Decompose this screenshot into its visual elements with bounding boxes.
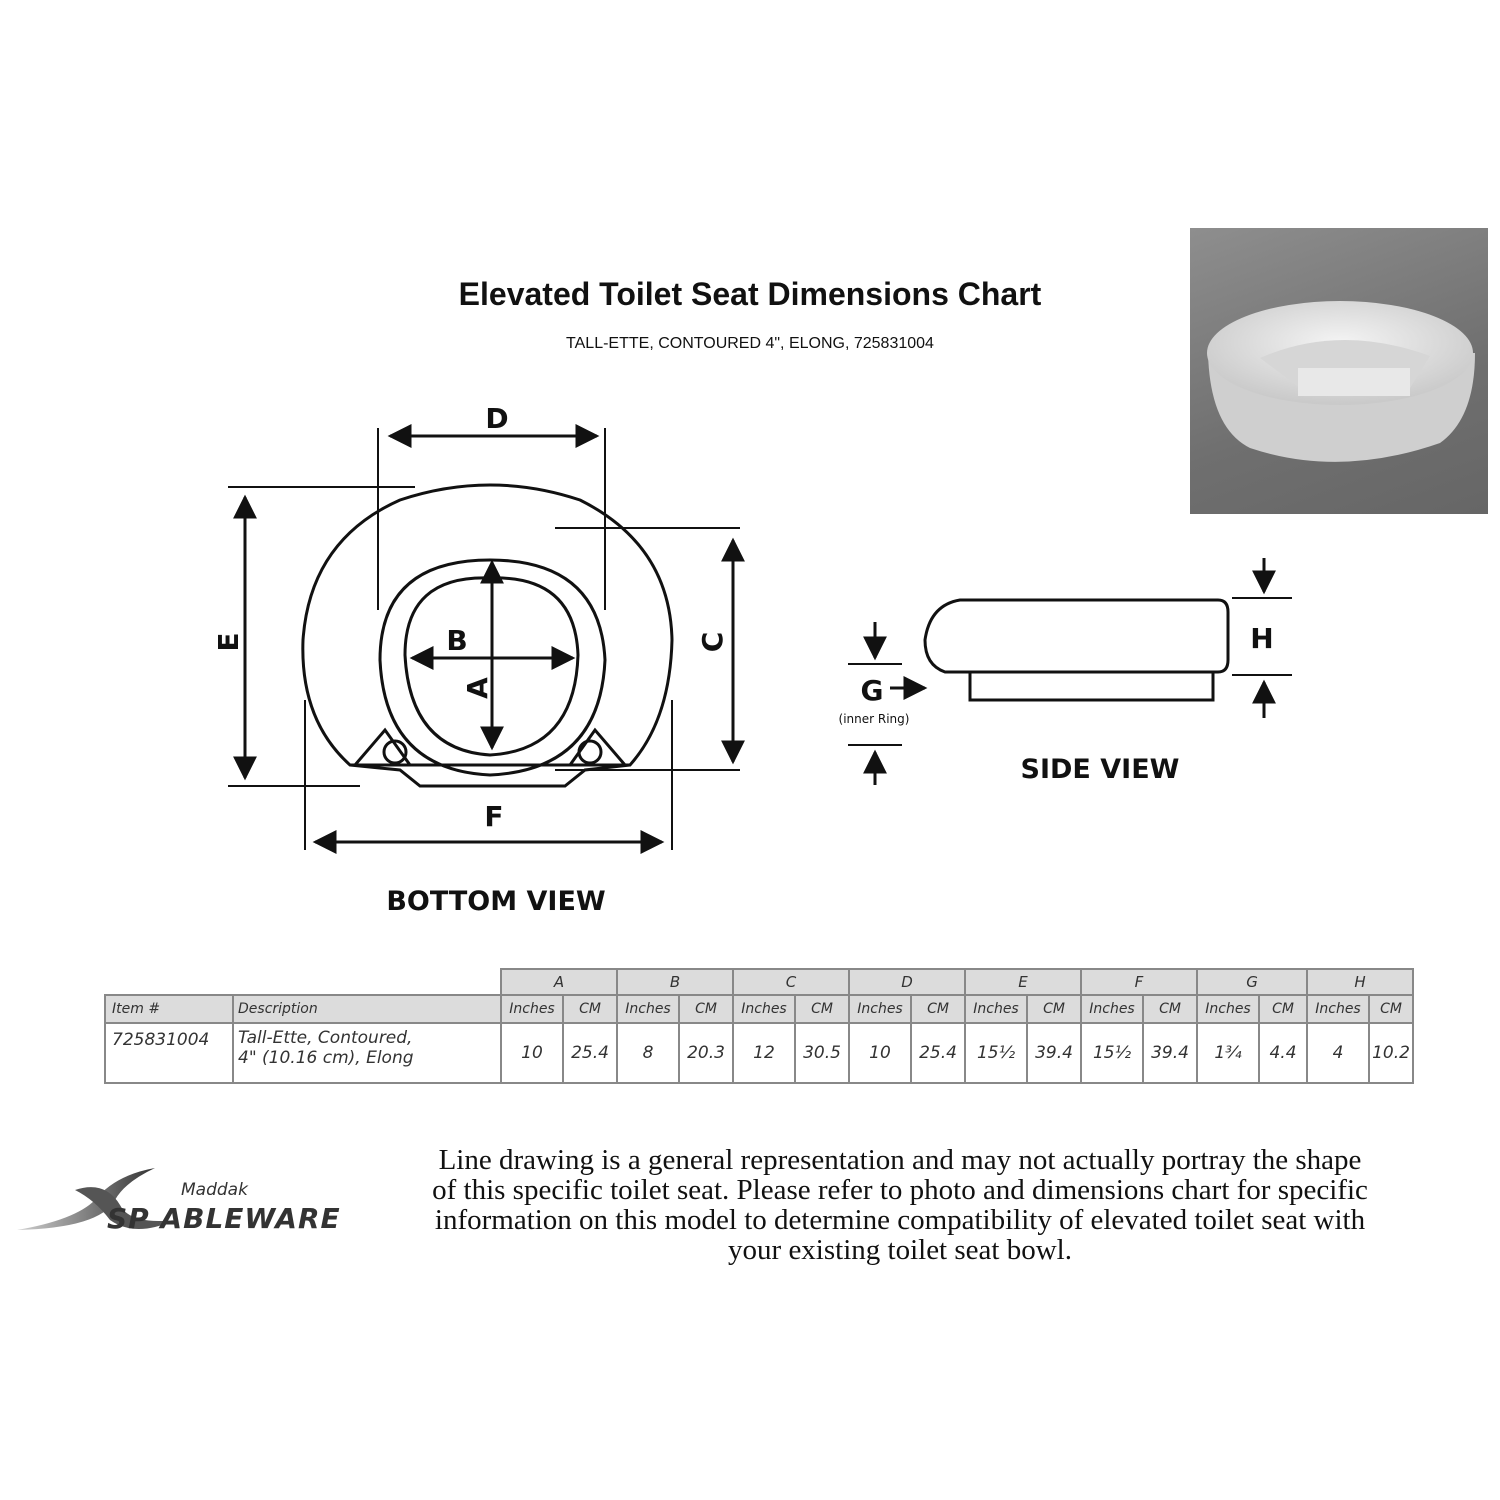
label-h: H [1250,622,1274,655]
table-row [105,1023,1413,1083]
table-group-header-row [105,969,1413,995]
unit-header: CM [1027,995,1081,1023]
unit-header: Inches [965,995,1027,1023]
unit-header: Inches [1081,995,1143,1023]
item-header: Item # [105,995,233,1023]
value-cell: 25.4 [563,1023,617,1083]
group-header: B [617,969,733,995]
description-line: 4" (10.16 cm), Elong [238,1048,414,1068]
dimensions-table [104,968,1414,1084]
unit-header: Inches [733,995,795,1023]
value-cell: 10.2 [1369,1023,1413,1083]
item-description [233,1023,501,1083]
value-cell: 39.4 [1027,1023,1081,1083]
unit-header: Inches [1307,995,1369,1023]
side-view-caption: SIDE VIEW [1020,754,1180,785]
unit-header: Inches [501,995,563,1023]
value-cell: 15½ [965,1023,1027,1083]
value-cell: 30.5 [795,1023,849,1083]
value-cell: 10 [849,1023,911,1083]
logo-brand: SP ABLEWARE [107,1202,341,1235]
chart-title: Elevated Toilet Seat Dimensions Chart [458,276,1042,313]
value-cell: 12 [733,1023,795,1083]
label-e: E [212,632,245,652]
unit-header: CM [795,995,849,1023]
label-b: B [446,624,468,657]
unit-header: CM [1369,995,1413,1023]
table-unit-header-row [105,995,1413,1023]
value-cell: 39.4 [1143,1023,1197,1083]
label-a: A [461,677,494,699]
group-header: A [501,969,617,995]
unit-header: CM [1143,995,1197,1023]
side-view-drawing [848,558,1292,785]
label-d: D [485,402,509,435]
value-cell: 4.4 [1259,1023,1307,1083]
value-cell: 8 [617,1023,679,1083]
label-c: C [696,631,729,653]
unit-header: Inches [617,995,679,1023]
bottom-view-drawing [228,428,740,850]
sp-ableware-logo [15,1160,395,1250]
description-header: Description [233,995,501,1023]
disclaimer-note: Line drawing is a general representation and may not actually portray the shape of this specific toilet seat. Please refer to photo and dimensions chart for specific information on this model to determine compatibility of elevated toilet seat with your existing toilet seat bowl. [432,1144,1368,1266]
value-cell: 1¾ [1197,1023,1259,1083]
unit-header: Inches [1197,995,1259,1023]
group-header: F [1081,969,1197,995]
value-cell: 25.4 [911,1023,965,1083]
group-header: H [1307,969,1413,995]
unit-header: CM [679,995,733,1023]
label-g-note: (inner Ring) [838,712,910,726]
unit-header: CM [911,995,965,1023]
item-number: 725831004 [105,1023,233,1083]
value-cell: 4 [1307,1023,1369,1083]
logo-maker: Maddak [181,1180,248,1200]
unit-header: CM [563,995,617,1023]
unit-header: Inches [849,995,911,1023]
group-header: G [1197,969,1307,995]
value-cell: 20.3 [679,1023,733,1083]
value-cell: 10 [501,1023,563,1083]
label-f: F [484,800,504,833]
group-header: E [965,969,1081,995]
label-g: G [860,674,884,707]
group-header: D [849,969,965,995]
chart-subtitle: TALL-ETTE, CONTOURED 4", ELONG, 725831004 [566,334,934,352]
description-line: Tall-Ette, Contoured, [238,1028,413,1048]
value-cell: 15½ [1081,1023,1143,1083]
group-header: C [733,969,849,995]
unit-header: CM [1259,995,1307,1023]
bottom-view-caption: BOTTOM VIEW [386,886,606,917]
